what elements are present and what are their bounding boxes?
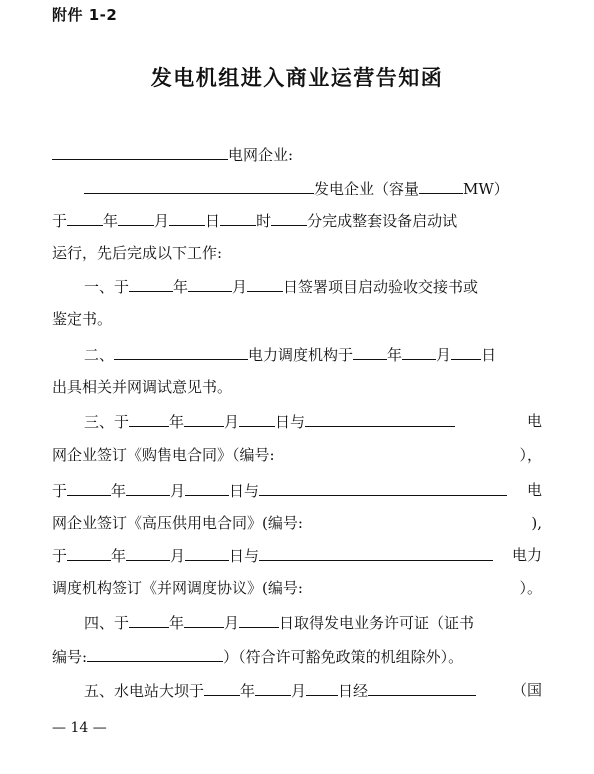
- blank-hour[interactable]: [220, 208, 256, 226]
- p5-month-text: 月: [224, 614, 240, 632]
- p4-line2: [52, 443, 542, 467]
- p2-month-text: 月: [232, 278, 248, 296]
- p2-year-text: 年: [173, 278, 189, 296]
- p1-line2: [52, 208, 542, 232]
- blank-p4-year[interactable]: [129, 409, 169, 427]
- hour-text: 时: [256, 212, 272, 230]
- blank-p6-month[interactable]: [255, 678, 291, 696]
- blank-year[interactable]: [67, 208, 103, 226]
- p4-power-text: 电力: [511, 546, 542, 564]
- blank-grid-company-2[interactable]: [259, 478, 507, 496]
- mw-text: MW）: [463, 180, 509, 198]
- month-text: 月: [154, 212, 170, 230]
- blank-gen-company[interactable]: [84, 176, 314, 194]
- p4-dian-text: 电: [526, 412, 542, 430]
- p6-line1: [52, 678, 542, 702]
- blank-p5-month[interactable]: [184, 610, 224, 628]
- p4-line3: [52, 478, 542, 502]
- p6-day-text: 日经: [338, 682, 369, 700]
- p4-with3-text: 日与: [229, 547, 260, 565]
- blank-p4-day2[interactable]: [185, 478, 229, 496]
- blank-p6-year[interactable]: [204, 678, 240, 696]
- blank-day[interactable]: [169, 208, 205, 226]
- year-text: 年: [103, 212, 119, 230]
- blank-p2-month[interactable]: [188, 274, 232, 292]
- p4-lead: 三、于: [84, 413, 130, 431]
- p4-line1: [52, 409, 542, 433]
- p4-month2-text: 月: [170, 482, 186, 500]
- blank-p2-year[interactable]: [129, 274, 173, 292]
- addressee-suffix: 电网企业:: [228, 146, 294, 164]
- page-number: — 14 —: [52, 720, 107, 736]
- p3-lead: 二、: [84, 346, 115, 364]
- complete-text: 分完成整套设备启动试: [307, 212, 458, 230]
- blank-p5-day[interactable]: [239, 610, 279, 628]
- gen-company-text: 发电企业（容量: [314, 180, 420, 198]
- blank-p4-year2[interactable]: [67, 478, 111, 496]
- p4-line4: [52, 511, 542, 535]
- yu-text: 于: [52, 212, 68, 230]
- p3-line1: [52, 342, 542, 366]
- p1-line1: [52, 176, 542, 200]
- addressee-line: [52, 142, 542, 166]
- p6-month-text: 月: [291, 682, 307, 700]
- blank-p3-day[interactable]: [451, 342, 481, 360]
- blank-dispatch-agency-2[interactable]: [259, 543, 493, 561]
- blank-p6-day[interactable]: [306, 678, 338, 696]
- blank-p4-month3[interactable]: [126, 543, 170, 561]
- p2-line2: 鉴定书。: [52, 310, 113, 328]
- blank-grid-company-1[interactable]: [305, 409, 455, 427]
- p1-line3: 运行，先后完成以下工作:: [52, 244, 223, 262]
- p3-line2: 出具相关并网调试意见书。: [52, 378, 233, 396]
- contract3-text: 调度机构签订《并网调度协议》(编号:: [52, 579, 303, 597]
- p4-year3-text: 年: [111, 547, 127, 565]
- day-text: 日: [205, 212, 221, 230]
- p2-line1: [52, 274, 542, 298]
- blank-p4-month[interactable]: [184, 409, 224, 427]
- p4-dian2-text: 电: [526, 481, 542, 499]
- p6-lead: 五、水电站大坝于: [84, 682, 205, 700]
- blank-grid-company[interactable]: [52, 142, 228, 160]
- p4-year-text: 年: [169, 413, 185, 431]
- p5-line1: [52, 610, 542, 634]
- blank-p3-year[interactable]: [353, 342, 387, 360]
- blank-minute[interactable]: [271, 208, 307, 226]
- p4-yu2: 于: [52, 482, 68, 500]
- p5-note: ）（符合许可豁免政策的机组除外）。: [223, 648, 464, 666]
- p3-year-text: 年: [387, 346, 403, 364]
- blank-p4-day3[interactable]: [185, 543, 229, 561]
- contract3-end: ）。: [519, 579, 542, 597]
- p2-rest: 日签署项目启动验收交接书或: [283, 278, 479, 296]
- p6-guo-text: （国: [511, 681, 542, 699]
- blank-p5-year[interactable]: [129, 610, 169, 628]
- p4-month-text: 月: [224, 413, 240, 431]
- p5-lead: 四、于: [84, 614, 130, 632]
- blank-p4-month2[interactable]: [126, 478, 170, 496]
- p4-line6: [52, 576, 542, 600]
- blank-capacity[interactable]: [419, 176, 463, 194]
- p4-month3-text: 月: [170, 547, 186, 565]
- blank-p4-day[interactable]: [239, 409, 275, 427]
- contract2-end: ),: [531, 514, 542, 532]
- contract2-text: 网企业签订《高压供用电合同》(编号:: [52, 514, 303, 532]
- contract1-end: ），: [519, 446, 542, 464]
- p4-yu3: 于: [52, 547, 68, 565]
- p5-line2: [52, 644, 542, 668]
- contract1-text: 网企业签订《购售电合同》（编号:: [52, 446, 275, 464]
- blank-month[interactable]: [118, 208, 154, 226]
- p2-lead: 一、于: [84, 278, 130, 296]
- p3-day-text: 日: [481, 346, 497, 364]
- p6-year-text: 年: [240, 682, 256, 700]
- dispatch-text: 电力调度机构于: [248, 346, 354, 364]
- p3-month-text: 月: [436, 346, 452, 364]
- blank-approval-agency[interactable]: [368, 678, 476, 696]
- blank-p2-day[interactable]: [247, 274, 283, 292]
- blank-dispatch-agency[interactable]: [114, 342, 248, 360]
- blank-p3-month[interactable]: [402, 342, 436, 360]
- p4-with2-text: 日与: [229, 482, 260, 500]
- attachment-label: 附件 1-2: [52, 6, 118, 24]
- blank-license-number[interactable]: [87, 644, 223, 662]
- p4-line5: [52, 543, 542, 567]
- p5-bianhao: 编号:: [52, 648, 88, 666]
- p4-with-text: 日与: [275, 413, 306, 431]
- p5-year-text: 年: [169, 614, 185, 632]
- p4-year2-text: 年: [111, 482, 127, 500]
- document-title: 发电机组进入商业运营告知函: [150, 66, 444, 90]
- p5-rest: 日取得发电业务许可证（证书: [279, 614, 475, 632]
- blank-p4-year3[interactable]: [67, 543, 111, 561]
